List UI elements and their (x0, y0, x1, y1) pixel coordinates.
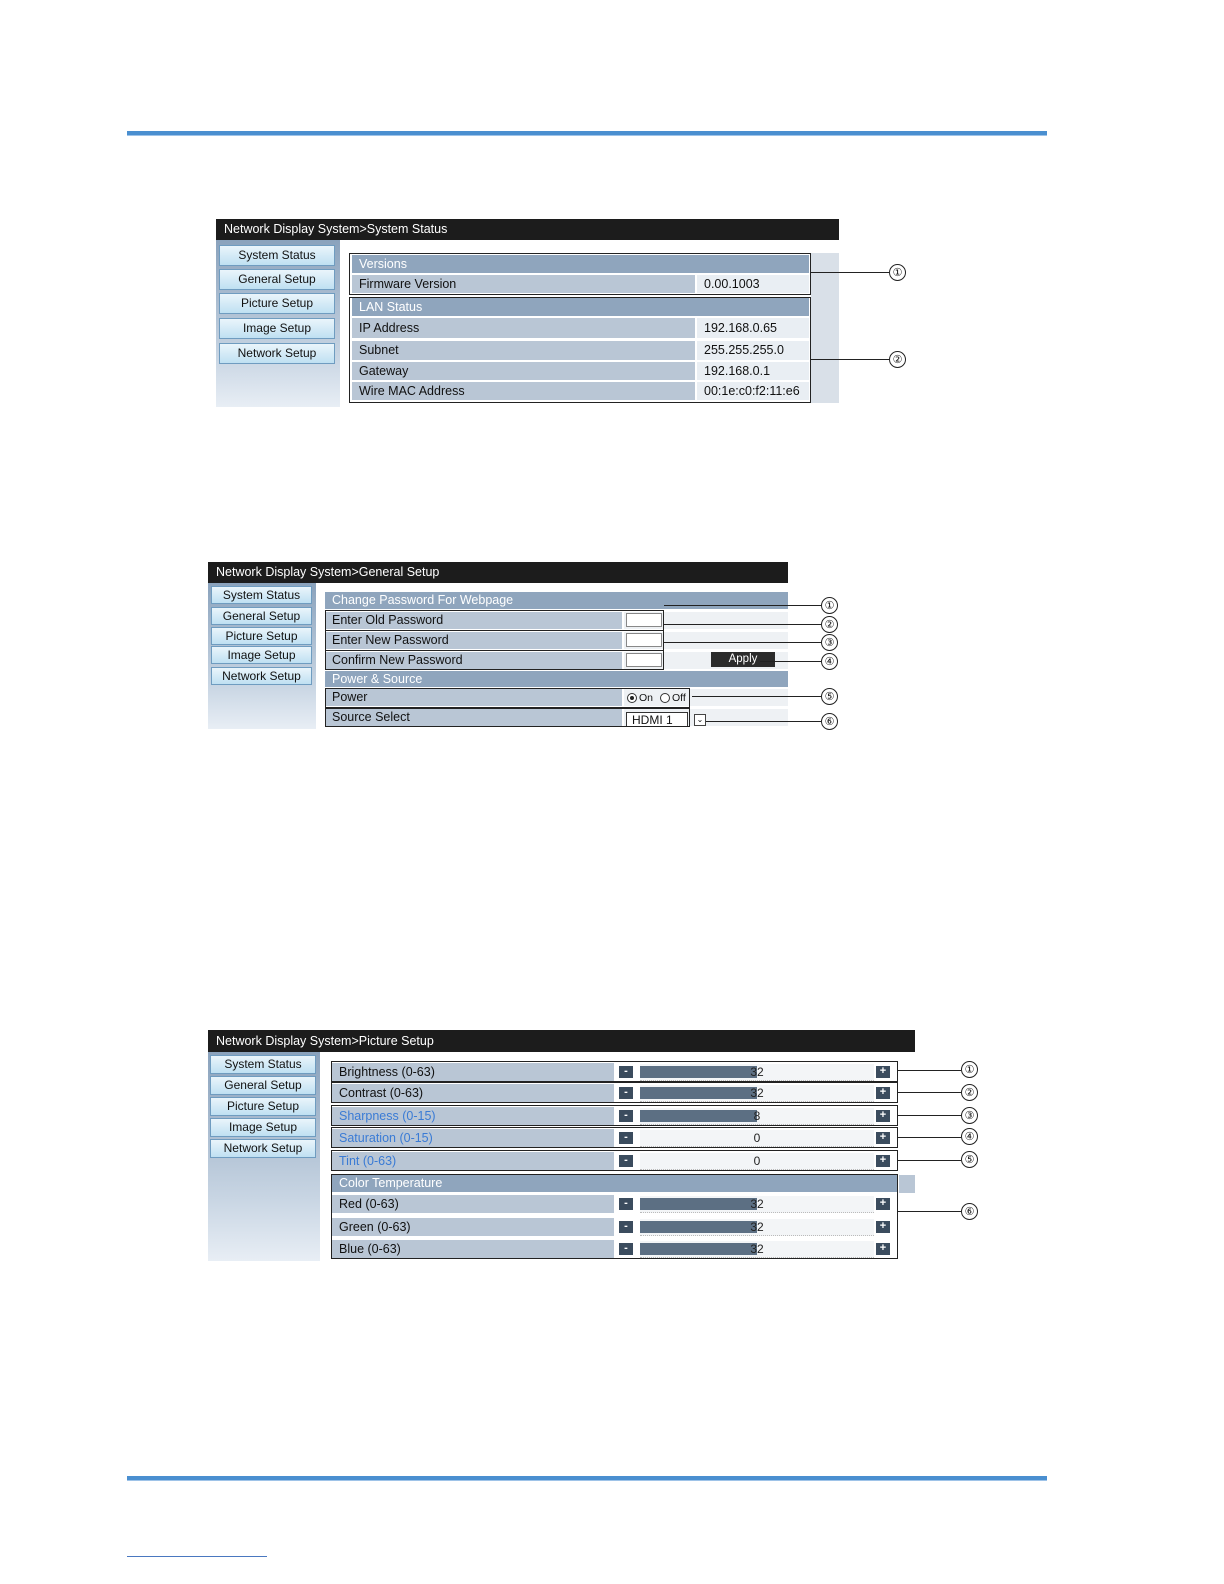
system-status-panel (216, 219, 839, 407)
nav-network-setup[interactable]: Network Setup (219, 343, 335, 364)
increment-button[interactable]: + (876, 1243, 890, 1255)
apply-button[interactable]: Apply (711, 652, 775, 667)
callout-line-6 (898, 1211, 961, 1212)
nav-general-setup[interactable]: General Setup (219, 269, 335, 290)
callout-line-3 (664, 642, 821, 643)
source-select[interactable]: HDMI 1 (626, 712, 688, 727)
callout-line-5 (898, 1160, 961, 1161)
callout-box-versions (349, 253, 811, 295)
gateway-value: 192.168.0.1 (697, 362, 809, 380)
gateway-label: Gateway (352, 362, 695, 380)
chevron-down-icon[interactable]: ⌄ (694, 714, 706, 726)
mac-label: Wire MAC Address (352, 382, 695, 400)
color-temperature-header: Color Temperature (332, 1174, 897, 1192)
callout-line-6 (706, 721, 821, 722)
top-rule (127, 131, 1047, 136)
increment-button[interactable]: + (876, 1110, 890, 1122)
nav-image-setup[interactable]: Image Setup (219, 318, 335, 339)
decrement-button[interactable]: - (619, 1198, 633, 1210)
scroll-area (811, 253, 839, 403)
increment-button[interactable]: + (876, 1155, 890, 1167)
slider-label: Tint (0-63) (332, 1152, 614, 1170)
callout-line-4 (898, 1137, 961, 1138)
slider-label: Sharpness (0-15) (332, 1107, 614, 1125)
callout-line-1 (811, 272, 889, 273)
decrement-button[interactable]: - (619, 1243, 633, 1255)
sidebar-nav (208, 1052, 320, 1261)
callout-line-1 (898, 1070, 961, 1071)
nav-picture-setup[interactable]: Picture Setup (210, 1097, 316, 1116)
slider-value: 32 (750, 1220, 764, 1234)
decrement-button[interactable]: - (619, 1066, 633, 1078)
slider-value: 32 (750, 1086, 764, 1100)
callout-box (331, 1061, 898, 1082)
panel-title: Network Display System>System Status (216, 219, 839, 240)
nav-general-setup[interactable]: General Setup (211, 607, 312, 625)
callout-number: ② (889, 351, 906, 368)
callout-line-4 (760, 661, 821, 662)
callout-box-lan (349, 297, 811, 403)
callout-number: ⑤ (961, 1151, 978, 1168)
nav-image-setup[interactable]: Image Setup (210, 1118, 316, 1137)
decrement-button[interactable]: - (619, 1132, 633, 1144)
callout-number: ③ (821, 634, 838, 651)
nav-network-setup[interactable]: Network Setup (211, 667, 312, 685)
nav-picture-setup[interactable]: Picture Setup (211, 627, 312, 645)
scroll-area (899, 1175, 915, 1193)
increment-button[interactable]: + (876, 1221, 890, 1233)
old-password-label: Enter Old Password (325, 612, 622, 629)
callout-number: ① (889, 264, 906, 281)
slider-value: 32 (750, 1197, 764, 1211)
slider-value: 32 (750, 1242, 764, 1256)
callout-number: ⑤ (821, 688, 838, 705)
callout-line-3 (898, 1115, 961, 1116)
slider-label: Saturation (0-15) (332, 1129, 614, 1147)
slider-label: Blue (0-63) (332, 1240, 614, 1258)
nav-image-setup[interactable]: Image Setup (211, 646, 312, 664)
confirm-password-label: Confirm New Password (325, 652, 622, 669)
subnet-value: 255.255.255.0 (697, 341, 809, 360)
new-password-label: Enter New Password (325, 632, 622, 649)
slider-label: Red (0-63) (332, 1195, 614, 1213)
power-source-header: Power & Source (325, 671, 788, 687)
nav-system-status[interactable]: System Status (211, 586, 312, 604)
callout-line-2 (664, 624, 821, 625)
picture-setup-panel (208, 1030, 915, 1261)
firmware-value: 0.00.1003 (697, 275, 809, 293)
callout-line-2 (811, 359, 889, 360)
callout-box (331, 1082, 898, 1103)
nav-system-status[interactable]: System Status (210, 1055, 316, 1074)
callout-box-new (325, 630, 664, 651)
firmware-label: Firmware Version (352, 275, 695, 293)
callout-box (331, 1127, 898, 1148)
sidebar-nav (208, 583, 316, 729)
slider-label: Contrast (0-63) (332, 1084, 614, 1102)
general-setup-panel (208, 562, 788, 729)
password-header: Change Password For Webpage (325, 592, 788, 609)
callout-number: ④ (821, 653, 838, 670)
increment-button[interactable]: + (876, 1066, 890, 1078)
callout-number: ⑥ (961, 1203, 978, 1220)
callout-number: ① (961, 1061, 978, 1078)
power-off-label: Off (671, 692, 686, 704)
callout-box-color-temp (331, 1174, 898, 1259)
slider-value: 8 (753, 1109, 761, 1123)
slider-value: 0 (753, 1154, 761, 1168)
callout-box-power (325, 688, 690, 708)
callout-box-confirm (325, 650, 664, 670)
callout-box (331, 1105, 898, 1126)
callout-number: ② (821, 616, 838, 633)
sidebar-nav (216, 240, 340, 407)
power-on-label: On (639, 692, 654, 704)
slider-label: Green (0-63) (332, 1218, 614, 1236)
callout-number: ③ (961, 1107, 978, 1124)
decrement-button[interactable]: - (619, 1087, 633, 1099)
decrement-button[interactable]: - (619, 1221, 633, 1233)
callout-number: ④ (961, 1128, 978, 1145)
footer-underline (127, 1556, 267, 1557)
decrement-button[interactable]: - (619, 1110, 633, 1122)
decrement-button[interactable]: - (619, 1155, 633, 1167)
callout-number: ② (961, 1084, 978, 1101)
increment-button[interactable]: + (876, 1087, 890, 1099)
callout-number: ⑥ (821, 713, 838, 730)
ip-address-value: 192.168.0.65 (697, 318, 809, 338)
increment-button[interactable]: + (876, 1198, 890, 1210)
callout-box (331, 1150, 898, 1171)
slider-value: 32 (750, 1065, 764, 1079)
bottom-rule (127, 1476, 1047, 1481)
callout-box-source (325, 708, 690, 727)
subnet-label: Subnet (352, 341, 695, 360)
nav-network-setup[interactable]: Network Setup (210, 1139, 316, 1158)
power-label: Power (325, 689, 622, 706)
ip-address-label: IP Address (352, 318, 695, 338)
lan-status-header: LAN Status (352, 298, 809, 316)
nav-general-setup[interactable]: General Setup (210, 1076, 316, 1095)
source-select-label: Source Select (325, 709, 622, 726)
versions-header: Versions (352, 255, 809, 273)
increment-button[interactable]: + (876, 1132, 890, 1144)
callout-box-old (325, 610, 664, 631)
panel-title: Network Display System>General Setup (208, 562, 788, 583)
nav-system-status[interactable]: System Status (219, 245, 335, 266)
slider-value: 0 (753, 1131, 761, 1145)
panel-title: Network Display System>Picture Setup (208, 1030, 915, 1052)
callout-line-5 (692, 696, 821, 697)
mac-value: 00:1e:c0:f2:11:e6 (697, 382, 809, 400)
callout-line-1 (664, 605, 821, 606)
slider-label: Brightness (0-63) (332, 1063, 614, 1081)
nav-picture-setup[interactable]: Picture Setup (219, 293, 335, 314)
callout-number: ① (821, 597, 838, 614)
callout-line-2 (898, 1092, 961, 1093)
